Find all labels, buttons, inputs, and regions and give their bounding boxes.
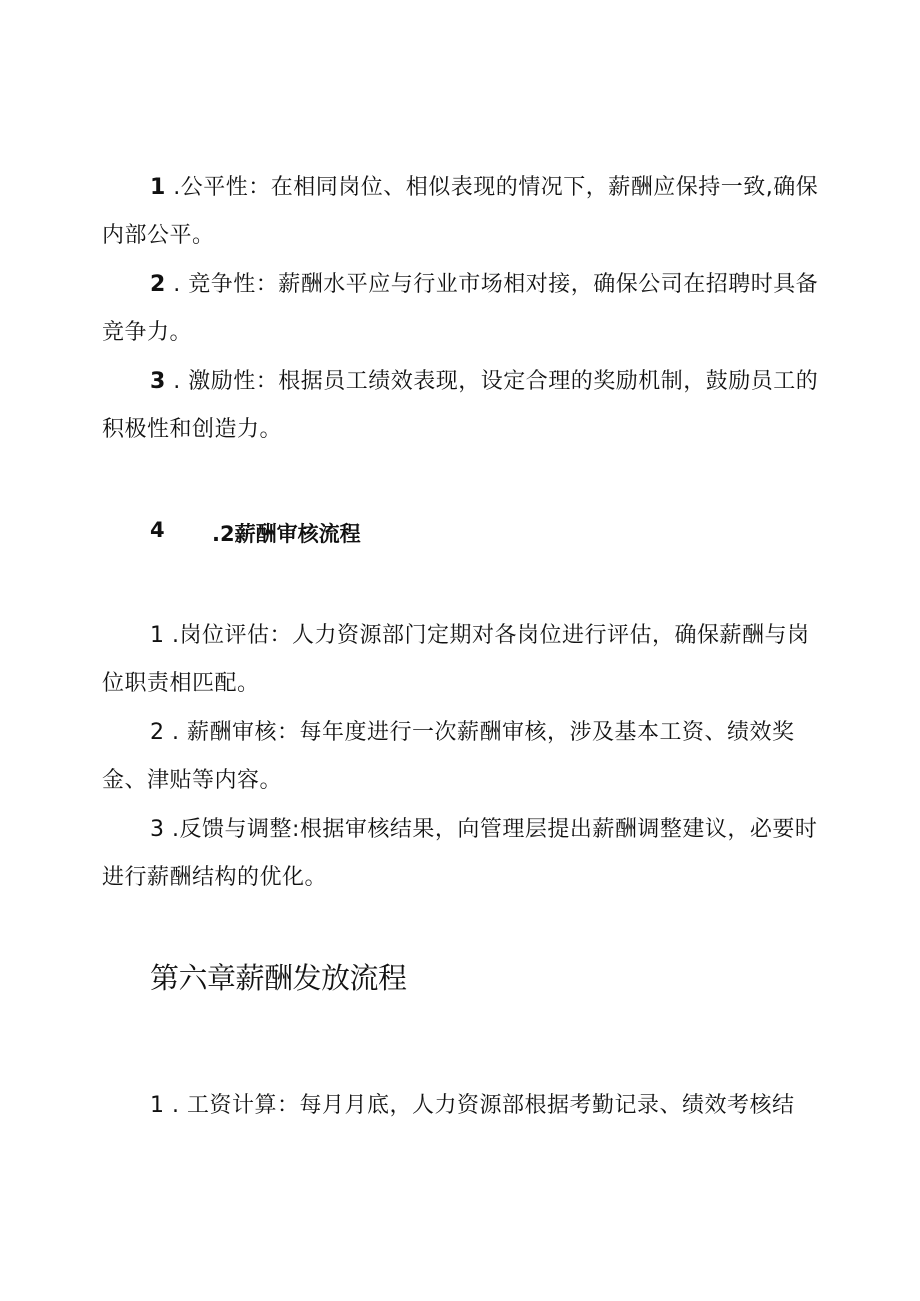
chapter-title: 第六章薪酬发放流程 <box>150 961 407 995</box>
review-item-2: 2 . 薪酬审核：每年度进行一次薪酬审核，涉及基本工资、绩效奖金、津贴等内容。 <box>102 720 795 793</box>
principle-text: . 激励性：根据员工绩效表现，设定合理的奖励机制，鼓励员工的积极性和创造力。 <box>102 369 819 442</box>
principle-number: 2 <box>150 272 166 297</box>
principle-item-2 <box>102 261 822 357</box>
chapter-item-1: 1 . 工资计算：每月月底，人力资源部根据考勤记录、绩效考核结 <box>150 1093 795 1118</box>
section-heading-review <box>150 518 361 548</box>
principle-item-1 <box>102 164 822 260</box>
principle-text: .公平性：在相同岗位、相似表现的情况下，薪酬应保持一致,确保内部公平。 <box>102 175 819 248</box>
principle-number: 1 <box>150 175 166 200</box>
principle-item-3 <box>102 358 822 454</box>
principle-text: . 竞争性：薪酬水平应与行业市场相对接，确保公司在招聘时具备竞争力。 <box>102 272 819 345</box>
section-heading-text: .2薪酬审核流程 <box>212 522 361 546</box>
principle-number: 3 <box>150 369 166 394</box>
review-item-3: 3 .反馈与调整:根据审核结果，向管理层提出薪酬调整建议，必要时进行薪酬结构的优化。 <box>102 817 818 890</box>
review-item-1: 1 .岗位评估：人力资源部门定期对各岗位进行评估，确保薪酬与岗位职责相匹配。 <box>102 623 810 696</box>
section-heading-number: 4 <box>150 518 165 542</box>
